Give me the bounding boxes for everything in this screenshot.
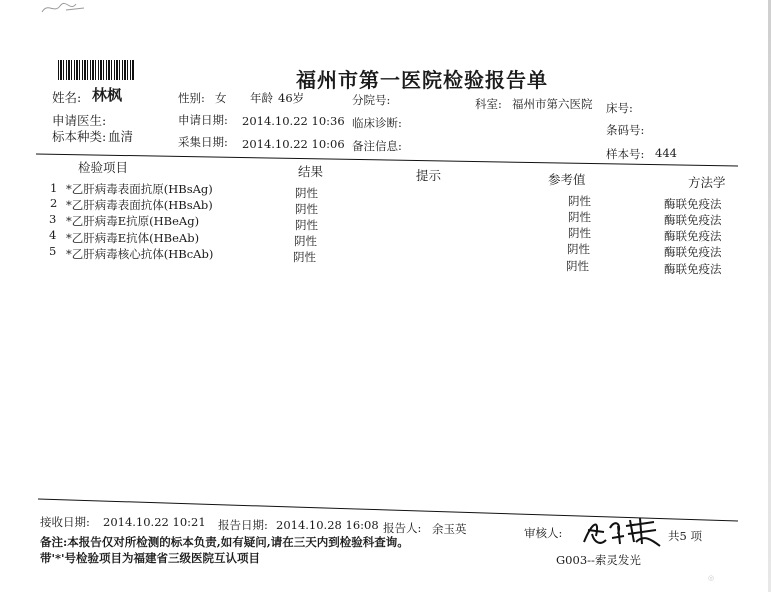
row-item: *乙肝病毒E抗体(HBeAb) [66, 231, 200, 245]
row-item: *乙肝病毒核心抗体(HBcAb) [66, 247, 214, 261]
apply-date-label: 申请日期: [178, 113, 228, 127]
gender-value: 女 [215, 91, 227, 105]
col-hint-header: 提示 [416, 168, 442, 183]
specimen-value: 血清 [108, 129, 134, 144]
row-method: 酶联免疫法 [664, 197, 722, 211]
collect-date-value: 2014.10.22 10:06 [242, 137, 345, 151]
row-result: 阴性 [293, 250, 316, 264]
row-ref: 阴性 [568, 210, 591, 224]
row-ref: 阴性 [568, 226, 591, 240]
row-no: 1 [50, 181, 58, 195]
row-no: 2 [50, 196, 58, 210]
col-item-header: 检验项目 [78, 160, 129, 175]
row-no: 3 [49, 212, 57, 226]
row-no: 5 [49, 244, 57, 258]
receive-label: 接收日期: [40, 515, 90, 529]
specimen-label: 标本种类: [52, 129, 107, 144]
dept-label: 科室: [475, 97, 502, 111]
row-result: 阴性 [294, 234, 317, 248]
reporter-value: 余玉英 [432, 522, 467, 536]
row-item: *乙肝病毒E抗原(HBeAg) [66, 214, 200, 228]
watermark-icon: ◎ [708, 574, 715, 582]
row-result: 阴性 [295, 186, 318, 200]
row-method: 酶联免疫法 [664, 262, 722, 276]
row-method: 酶联免疫法 [664, 229, 722, 243]
bed-label: 床号: [606, 101, 633, 115]
report-title: 福州市第一医院检验报告单 [296, 68, 548, 92]
apply-date-value: 2014.10.22 10:36 [242, 114, 345, 128]
footer-note-2: 带'*'号检验项目为福建省三级医院互认项目 [40, 551, 261, 565]
row-result: 阴性 [295, 218, 318, 232]
age-value: 46岁 [278, 91, 305, 105]
patient-name: 林枫 [92, 86, 123, 104]
reporter-label: 报告人: [383, 521, 422, 535]
row-ref: 阴性 [567, 242, 590, 256]
collect-date-label: 采集日期: [178, 135, 228, 149]
remarks-label: 备注信息: [352, 139, 402, 153]
col-method-header: 方法学 [688, 175, 726, 190]
ward-label: 分院号: [352, 93, 391, 107]
instrument-code: G003--索灵发光 [556, 553, 641, 567]
row-no: 4 [49, 228, 57, 242]
barcode-label: 条码号: [606, 123, 645, 137]
name-label: 姓名: [52, 90, 82, 105]
doctor-label: 申请医生: [52, 113, 107, 128]
dept-value: 福州市第六医院 [512, 97, 593, 111]
reviewer-label: 审核人: [524, 526, 563, 540]
row-item: *乙肝病毒表面抗体(HBsAb) [66, 198, 213, 212]
row-item: *乙肝病毒表面抗原(HBsAg) [66, 182, 213, 196]
row-method: 酶联免疫法 [664, 213, 722, 227]
report-date-label: 报告日期: [218, 518, 268, 532]
report-date-value: 2014.10.28 16:08 [276, 518, 379, 532]
sample-value: 444 [655, 146, 677, 160]
total-count: 共5 项 [668, 529, 702, 543]
gender-label: 性别: [178, 91, 205, 105]
col-result-header: 结果 [298, 164, 324, 179]
row-method: 酶联免疫法 [664, 245, 722, 259]
footer-note-1: 备注:本报告仅对所检测的标本负责,如有疑问,请在三天内到检验科查询。 [40, 535, 409, 549]
sample-label: 样本号: [606, 147, 645, 161]
row-result: 阴性 [295, 202, 318, 216]
diagnosis-label: 临床诊断: [352, 116, 402, 130]
age-label: 年龄 [250, 91, 273, 105]
receive-value: 2014.10.22 10:21 [103, 515, 206, 529]
col-ref-header: 参考值 [548, 172, 586, 187]
row-ref: 阴性 [568, 194, 591, 208]
row-ref: 阴性 [566, 259, 589, 273]
signature-image [578, 512, 664, 550]
